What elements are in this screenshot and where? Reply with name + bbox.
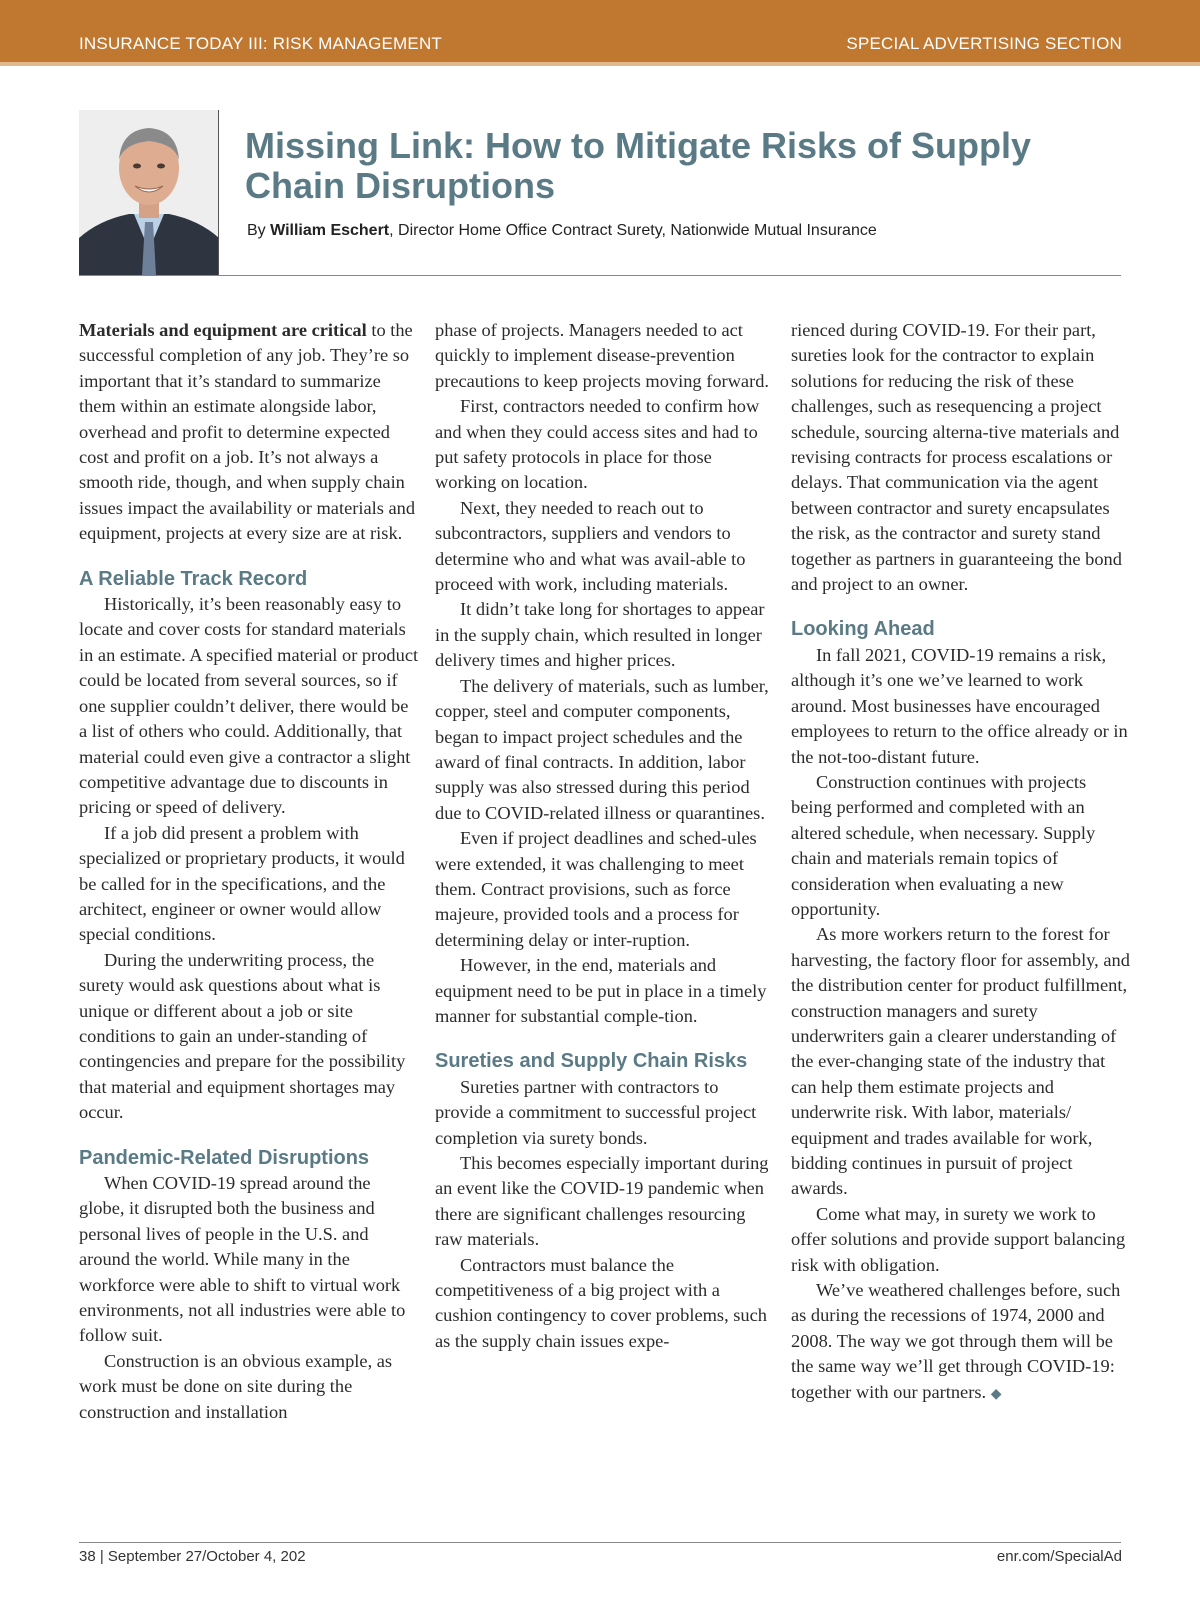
end-diamond-icon: ◆ <box>990 1386 1002 1402</box>
paragraph: During the underwriting process, the surety would ask questions about what is unique or different about a job or site conditions to gain an under-standing of contingencies and prepare for the possibility that material and equipment shortages may occur. <box>79 949 406 1123</box>
heading-reliable-track-record: A Reliable Track Record <box>79 567 308 590</box>
paragraph: Next, they needed to reach out to subcontractors, suppliers and vendors to determine who and what was avail-able to proceed with work, including materials. <box>435 497 746 595</box>
photo-divider <box>218 110 219 275</box>
lead-text: to the successful completion of any job. They’re so important that it’s standard to summarize them within an estimate alongside labor, overhead and profit to determine expected cost and profit on a job. It’s not always a smooth ride, though, and when supply chain issues impact the availability or materials and equipment, projects at every size are at risk. <box>79 320 416 544</box>
paragraph: Construction continues with projects being performed and completed with an altered schedule, when necessary. Supply chain and materials remain topics of consideration when evaluating a new opportunity. <box>791 771 1096 919</box>
paragraph: However, in the end, materials and equipment need to be put in place in a timely manner for substantial comple-tion. <box>435 955 767 1026</box>
header-bar <box>0 0 1200 66</box>
footer-rule <box>79 1542 1121 1543</box>
article-column-1 <box>79 318 419 1425</box>
article-column-2 <box>435 318 775 1354</box>
paragraph: This becomes especially important during an event like the COVID-19 pandemic when there are significant challenges resourcing raw materials. <box>435 1153 769 1250</box>
paragraph <box>791 1278 1131 1407</box>
paragraph-continued: rienced during COVID-19. For their part, sureties look for the contractor to explain solutions for reducing the risk of these challenges, such as resequencing a project schedule, sourcing alterna-tive materials and revising contracts for process escalations or delays. That communication via the agent between contractor and surety encapsulates the risk, as the contractor and surety stand together as partners in guaranteeing the bond and project to an owner. <box>791 320 1122 595</box>
paragraph: In fall 2021, COVID-19 remains a risk, although it’s one we’ve learned to work around. Most businesses have encouraged employees to return to the office already or in the not-too-distant future. <box>791 644 1128 767</box>
heading-looking-ahead: Looking Ahead <box>791 618 935 641</box>
paragraph: It didn’t take long for shortages to appear in the supply chain, which resulted in longer delivery times and higher prices. <box>435 599 765 671</box>
article-column-3 <box>791 318 1131 1407</box>
page-info: 38 | September 27/October 4, 202 <box>79 1548 306 1565</box>
heading-pandemic-disruptions: Pandemic-Related Disruptions <box>79 1146 370 1169</box>
paragraph-continued: phase of projects. Managers needed to act quickly to implement disease-prevention precautions to keep projects moving forward. <box>435 320 769 391</box>
paragraph: First, contractors needed to confirm how and when they could access sites and had to put safety protocols in place for those working on location. <box>435 396 760 493</box>
paragraph: When COVID-19 spread around the globe, it disrupted both the business and personal lives of people in the U.S. and around the world. While many in the workforce were able to shift to virtual work environments, not all industries were able to follow suit. <box>79 1173 406 1346</box>
byline <box>247 222 1127 240</box>
paragraph: Construction is an obvious example, as work must be done on site during the construction and installation <box>79 1350 393 1422</box>
advertising-label: SPECIAL ADVERTISING SECTION <box>846 34 1122 53</box>
paragraph: Even if project deadlines and sched-ules were extended, it was challenging to meet them. Contract provisions, such as force majeure, provided tools and a process for determining delay or inter-ruption. <box>435 828 757 950</box>
lead-paragraph <box>79 318 419 547</box>
heading-sureties-supply-chain: Sureties and Supply Chain Risks <box>435 1050 748 1073</box>
section-label: INSURANCE TODAY III: RISK MANAGEMENT <box>79 34 443 53</box>
closing-text: We’ve weathered challenges before, such as during the recessions of 1974, 2000 and 2008. The way we got through them will be the same way we’ll get through COVID-19: together with our partners. <box>791 1280 1121 1402</box>
author-role: , Director Home Office Contract Surety, Nationwide Mutual Insurance <box>389 222 877 239</box>
paragraph: As more workers return to the forest for harvesting, the factory floor for assembly, and the distribution center for product fulfillment, construction managers and surety underwriters gain a clearer understanding of the ever-changing state of the industry that can help them estimate projects and underwrite risk. With labor, materials/ equipment and trades available for work, bidding continues in pursuit of project awards. <box>791 924 1130 1199</box>
footer-url: enr.com/SpecialAd <box>996 1548 1122 1565</box>
author-name: William Eschert <box>270 222 390 239</box>
paragraph: Come what may, in surety we work to offer solutions and provide support balancing risk with obligation. <box>791 1203 1126 1275</box>
header-rule <box>79 275 1121 276</box>
author-photo <box>79 110 219 275</box>
paragraph: The delivery of materials, such as lumber, copper, steel and computer components, began to impact project schedules and the award of final contracts. In addition, labor supply was also stressed during this period due to COVID-related illness or quarantines. <box>435 675 769 823</box>
paragraph: Historically, it’s been reasonably easy to locate and cover costs for standard materials in an estimate. A specified material or product could be located from several sources, so if one supplier couldn’t deliver, there would be a list of others who could. Additionally, that material could even give a contractor a slight competitive advantage due to discounts in pricing or speed of delivery. <box>79 594 419 818</box>
paragraph: If a job did present a problem with specialized or proprietary products, it would be called for in the specifications, and the architect, engineer or owner would allow special conditions. <box>79 822 405 945</box>
paragraph: Contractors must balance the competitiveness of a big project with a cushion contingency to cover problems, such as the supply chain issues expe- <box>435 1254 767 1351</box>
article-title: Missing Link: How to Mitigate Risks of Supply Chain Disruptions <box>245 125 1032 206</box>
lead-bold: Materials and equipment are critical <box>79 320 367 340</box>
byline-prefix: By <box>247 222 271 239</box>
paragraph: Sureties partner with contractors to provide a commitment to successful project completion via surety bonds. <box>435 1076 757 1148</box>
